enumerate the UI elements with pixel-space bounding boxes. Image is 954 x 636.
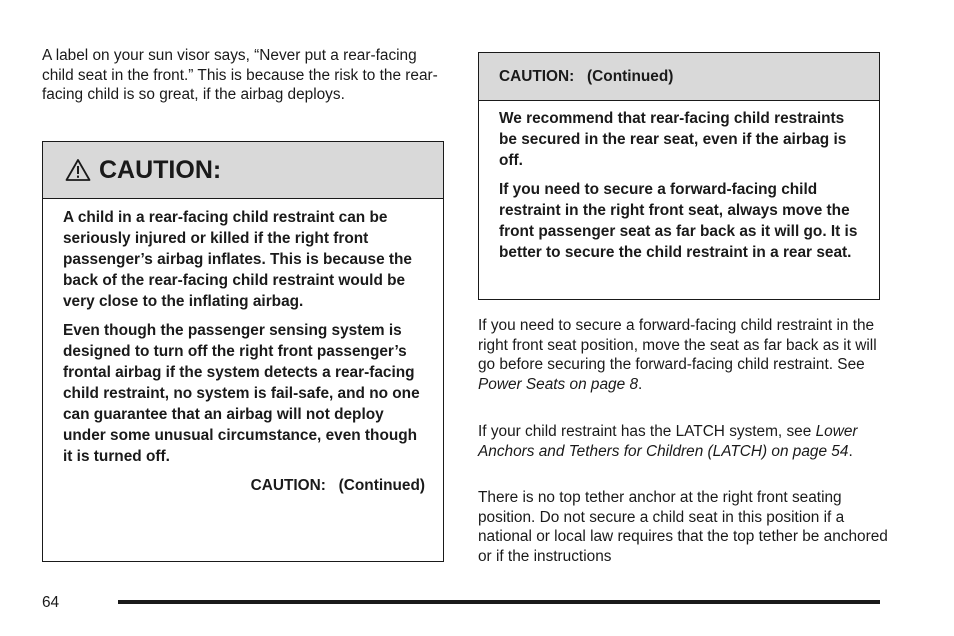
caution-header xyxy=(43,142,443,199)
caution-body xyxy=(43,199,443,496)
power-seats-reference-link[interactable]: Power Seats on page 8 xyxy=(478,375,639,393)
forward-facing-end: . xyxy=(638,375,643,393)
caution-continued-label: CAUTION: (Continued) xyxy=(250,477,425,494)
caution-paragraph-2: Even though the passenger sensing system is designed to turn off the right front passenger’s frontal airbag if the system detects a rear-facing child restraint, no system is fail-safe, and no one can guarantee that an airbag will not deploy under some unusual circumstance, even though it is turned off. xyxy=(63,322,420,465)
forward-facing-text: If you need to secure a forward-facing child restraint in the right front seat position, move the seat as far back as it will go before securing the forward-facing child restraint. See xyxy=(478,317,877,374)
latch-paragraph xyxy=(478,422,888,461)
intro-paragraph: A label on your sun visor says, “Never put a rear-facing child seat in the front.” This is because the risk to the rear-facing child is so great, if the airbag deploys. xyxy=(42,47,438,104)
forward-facing-paragraph xyxy=(478,316,888,394)
latch-reference-link[interactable]: Lower Anchors and Tethers for Children (LATCH) on page 54 xyxy=(478,423,858,460)
page-number: 64 xyxy=(42,594,60,611)
warning-triangle-icon xyxy=(65,158,91,182)
caution-continued-header xyxy=(479,53,879,101)
caution-paragraph-1: A child in a rear-facing child restraint can be seriously injured or killed if the right front passenger’s airbag inflates. This is because the back of the rear-facing child restraint would be very close to the inflating airbag. xyxy=(63,209,412,310)
footer-rule xyxy=(118,600,880,604)
caution-title: CAUTION: xyxy=(99,155,222,184)
top-tether-paragraph: There is no top tether anchor at the right front seating position. Do not secure a child seat in this position if a national or local law requires that the top tether be anchored or if the instructions xyxy=(478,489,888,565)
caution-continued-body xyxy=(479,101,879,263)
caution-continued-title: CAUTION: (Continued) xyxy=(499,67,674,85)
caution-continued-paragraph-2: If you need to secure a forward-facing child restraint in the right front seat, always move the front passenger seat as far back as it will go. It is better to secure the child restraint in a rear seat. xyxy=(499,181,858,261)
latch-end: . xyxy=(848,442,853,460)
caution-box xyxy=(42,141,444,562)
caution-continued-paragraph-1: We recommend that rear-facing child restraints be secured in the rear seat, even if the airbag is off. xyxy=(499,110,847,169)
latch-text: If your child restraint has the LATCH system, see xyxy=(478,423,816,440)
caution-continued-box xyxy=(478,52,880,300)
